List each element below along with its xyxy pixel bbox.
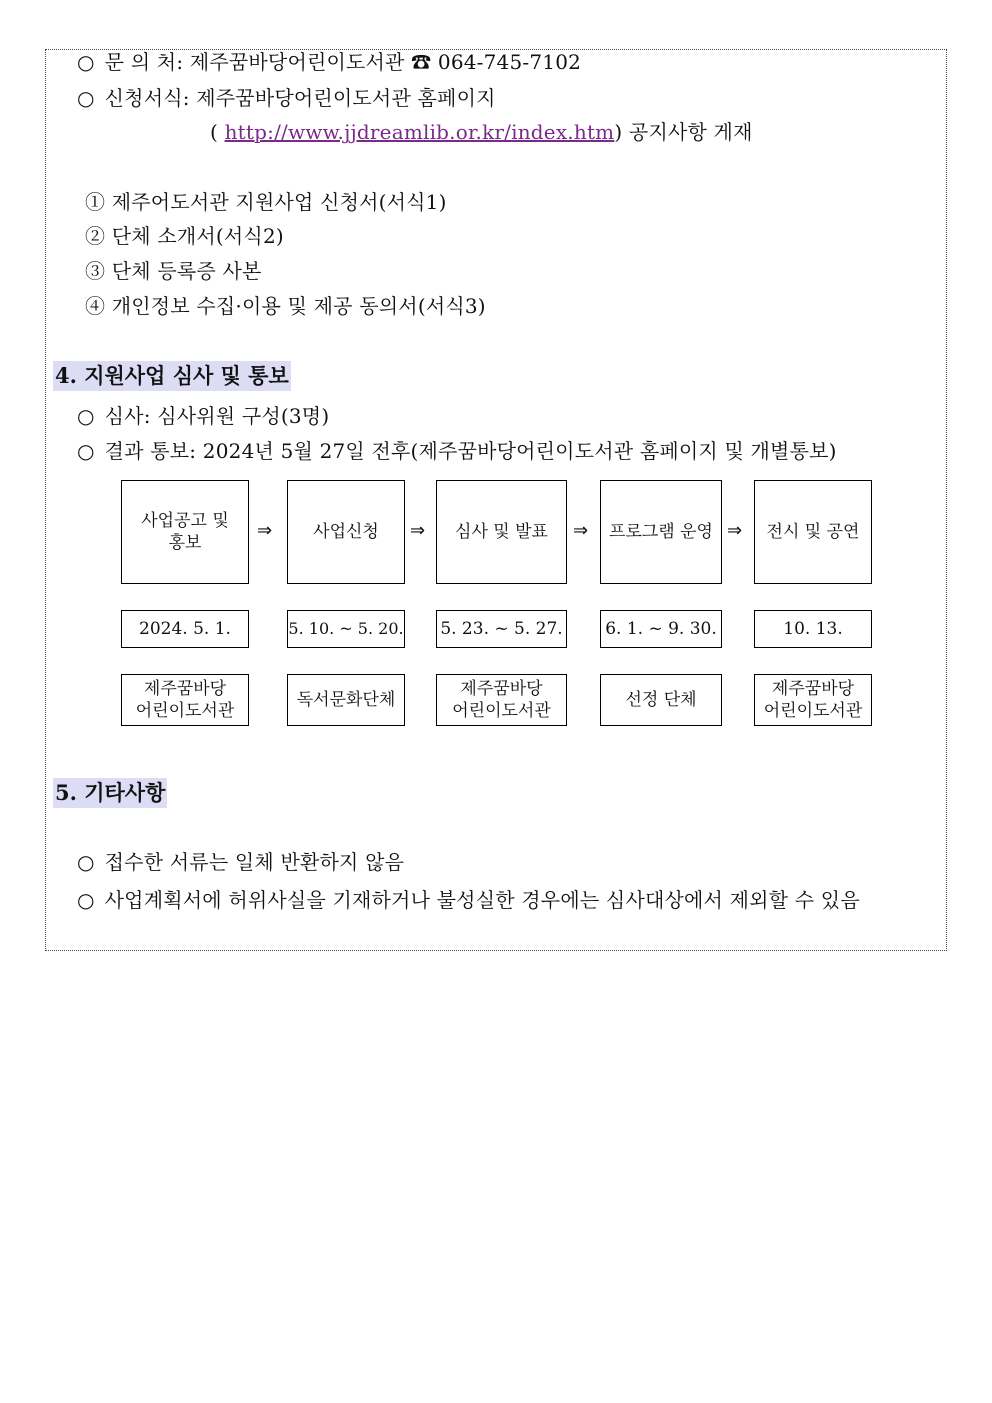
- bullet: ○: [77, 439, 95, 463]
- flow-step-exhibit: 전시 및 공연: [754, 480, 872, 584]
- flow-org-exhibit: [754, 674, 872, 726]
- flow-step-program: 프로그램 운영: [600, 480, 722, 584]
- step-label: 사업공고 및: [141, 511, 229, 531]
- section-5-item-exclusion: [77, 886, 860, 914]
- contact-line: [77, 48, 581, 76]
- telephone-icon: ☎: [411, 50, 432, 74]
- form-url-line: [210, 118, 753, 146]
- arrow-icon: ⇒: [727, 520, 743, 541]
- flow-step-review: 심사 및 발표: [436, 480, 567, 584]
- homepage-link[interactable]: http://www.jjdreamlib.or.kr/index.htm: [224, 120, 615, 144]
- flow-step-announce: [121, 480, 249, 584]
- form-text: 제주꿈바당어린이도서관 홈페이지: [196, 86, 496, 110]
- org-line-2: 어린이도서관: [452, 701, 551, 721]
- flow-org-apply: 독서문화단체: [287, 674, 405, 726]
- flow-org-announce: [121, 674, 249, 726]
- org-line-1: 제주꿈바당: [771, 679, 855, 699]
- flow-date-announce: 2024. 5. 1.: [121, 610, 249, 648]
- bullet: ○: [77, 850, 95, 874]
- contact-org: 제주꿈바당어린이도서관: [189, 50, 405, 74]
- flow-date-review: 5. 23. ~ 5. 27.: [436, 610, 567, 648]
- document-item-4: ④ 개인정보 수집·이용 및 제공 동의서(서식3): [85, 294, 486, 318]
- result-text: 결과 통보: 2024년 5월 27일 전후(제주꿈바당어린이도서관 홈페이지 및 개별통보): [104, 439, 837, 463]
- document-item-3: ③ 단체 등록증 사본: [85, 259, 262, 283]
- bullet: ○: [77, 86, 95, 110]
- flow-date-program: 6. 1. ~ 9. 30.: [600, 610, 722, 648]
- return-text: 접수한 서류는 일체 반환하지 않음: [104, 850, 405, 874]
- bullet: ○: [77, 888, 95, 912]
- contact-label: 문 의 처:: [104, 50, 184, 74]
- arrow-icon: ⇒: [257, 520, 273, 541]
- flow-date-exhibit: 10. 13.: [754, 610, 872, 648]
- arrow-icon: ⇒: [410, 520, 426, 541]
- bullet: ○: [77, 404, 95, 428]
- org-line-1: 제주꿈바당: [143, 679, 227, 699]
- section-5-item-return: [77, 848, 404, 876]
- section-4-item-result: [77, 437, 837, 465]
- section-5-heading: 5. 기타사항: [53, 778, 167, 808]
- org-line-2: 어린이도서관: [763, 701, 863, 721]
- review-text: 심사: 심사위원 구성(3명): [104, 404, 330, 428]
- open-paren: (: [210, 120, 219, 144]
- flow-org-program: 선정 단체: [600, 674, 722, 726]
- org-line-1: 제주꿈바당: [460, 679, 543, 699]
- contact-phone: 064-745-7102: [437, 50, 582, 74]
- section-4-heading: 4. 지원사업 심사 및 통보: [53, 361, 291, 391]
- bullet: ○: [77, 50, 95, 74]
- step-label-2: 홍보: [168, 533, 202, 553]
- document-item-2: ② 단체 소개서(서식2): [85, 224, 284, 248]
- document-item-1: ① 제주어도서관 지원사업 신청서(서식1): [85, 190, 447, 214]
- flow-step-apply: 사업신청: [287, 480, 405, 584]
- arrow-icon: ⇒: [573, 520, 589, 541]
- url-suffix: ) 공지사항 게재: [614, 120, 753, 144]
- flow-org-review: [436, 674, 567, 726]
- form-line: [77, 84, 496, 112]
- org-line-2: 어린이도서관: [135, 701, 235, 721]
- flow-date-apply: 5. 10. ~ 5. 20.: [287, 610, 405, 648]
- form-label: 신청서식:: [104, 86, 190, 110]
- exclusion-text: 사업계획서에 허위사실을 기재하거나 불성실한 경우에는 심사대상에서 제외할 수 있음: [104, 888, 860, 912]
- section-4-item-review: [77, 402, 329, 430]
